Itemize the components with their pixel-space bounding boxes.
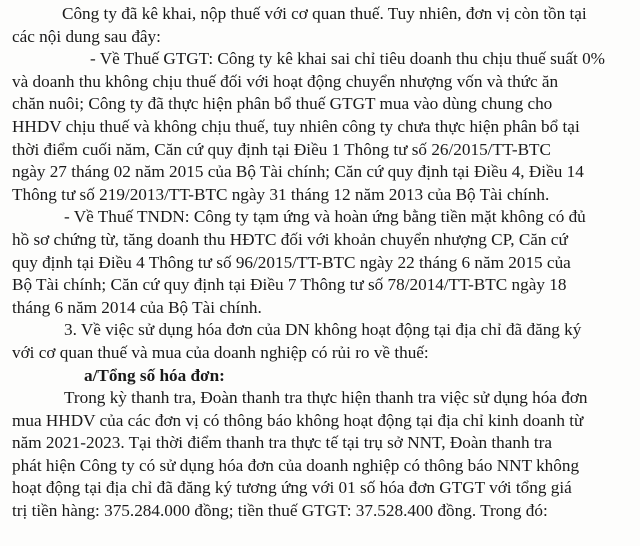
intro-line-1: Công ty đã kê khai, nộp thuế với cơ quan thuế. Tuy nhiên, đơn vị còn tồn tại bbox=[62, 4, 587, 23]
body-line-4: phát hiện Công ty có sử dụng hóa đơn của doanh nghiệp có thông báo NNT không bbox=[12, 455, 580, 475]
gtgt-line-3: chăn nuôi; Công ty đã thực hiện phân bổ thuế GTGT mua vào dùng chung cho bbox=[12, 94, 553, 114]
subheading: a/Tổng số hóa đơn: bbox=[84, 365, 225, 385]
body-line-3: năm 2021-2023. Tại thời điểm thanh tra thực tế tại trụ sở NNT, Đoàn thanh tra bbox=[12, 433, 552, 453]
gtgt-line-1: - Về Thuế GTGT: Công ty kê khai sai chỉ tiêu doanh thu chịu thuế suất 0% bbox=[90, 49, 605, 69]
section3-line-2: với cơ quan thuế và mua của doanh nghiệp có rủi ro về thuế: bbox=[12, 342, 429, 362]
body-line-1: Trong kỳ thanh tra, Đoàn thanh tra thực hiện thanh tra việc sử dụng hóa đơn bbox=[64, 388, 588, 408]
body-line-2: mua HHDV của các đơn vị có thông báo không hoạt động tại địa chỉ kinh doanh từ bbox=[12, 410, 584, 430]
gtgt-line-6: ngày 27 tháng 02 năm 2015 của Bộ Tài chính; Căn cứ quy định tại Điều 4, Điều 14 bbox=[12, 162, 584, 182]
tndn-line-2: hồ sơ chứng từ, tăng doanh thu HĐTC đối với khoản chuyển nhượng CP, Căn cứ bbox=[12, 229, 568, 249]
gtgt-line-5: thời điểm cuối năm, Căn cứ quy định tại Điều 1 Thông tư số 26/2015/TT-BTC bbox=[12, 139, 552, 159]
body-line-5: hoạt động tại địa chỉ đã đăng ký tương ứng với 01 số hóa đơn GTGT với tổng giá bbox=[12, 478, 572, 498]
tndn-line-4: Bộ Tài chính; Căn cứ quy định tại Điều 7 Thông tư số 78/2014/TT-BTC ngày 18 bbox=[12, 275, 567, 295]
intro-line-2: các nội dung sau đây: bbox=[12, 26, 161, 46]
section3-line-1: 3. Về việc sử dụng hóa đơn của DN không hoạt động tại địa chỉ đã đăng ký bbox=[64, 320, 582, 340]
tndn-line-3: quy định tại Điều 4 Thông tư số 96/2015/TT-BTC ngày 22 tháng 6 năm 2015 của bbox=[12, 252, 571, 272]
gtgt-line-4: HHDV chịu thuế và không chịu thuế, tuy nhiên công ty chưa thực hiện phân bổ tại bbox=[12, 116, 580, 136]
body-line-6: trị tiền hàng: 375.284.000 đồng; tiền thuế GTGT: 37.528.400 đồng. Trong đó: bbox=[12, 501, 548, 521]
gtgt-line-7: Thông tư số 219/2013/TT-BTC ngày 31 tháng 12 năm 2013 của Bộ Tài chính. bbox=[12, 184, 550, 204]
gtgt-line-2: và doanh thu không chịu thuế đối với hoạt động chuyển nhượng vốn và thức ăn bbox=[12, 71, 559, 91]
tndn-line-5: tháng 6 năm 2014 của Bộ Tài chính. bbox=[12, 297, 262, 317]
tndn-line-1: - Về Thuế TNDN: Công ty tạm ứng và hoàn ứng bằng tiền mặt không có đủ bbox=[64, 207, 586, 227]
